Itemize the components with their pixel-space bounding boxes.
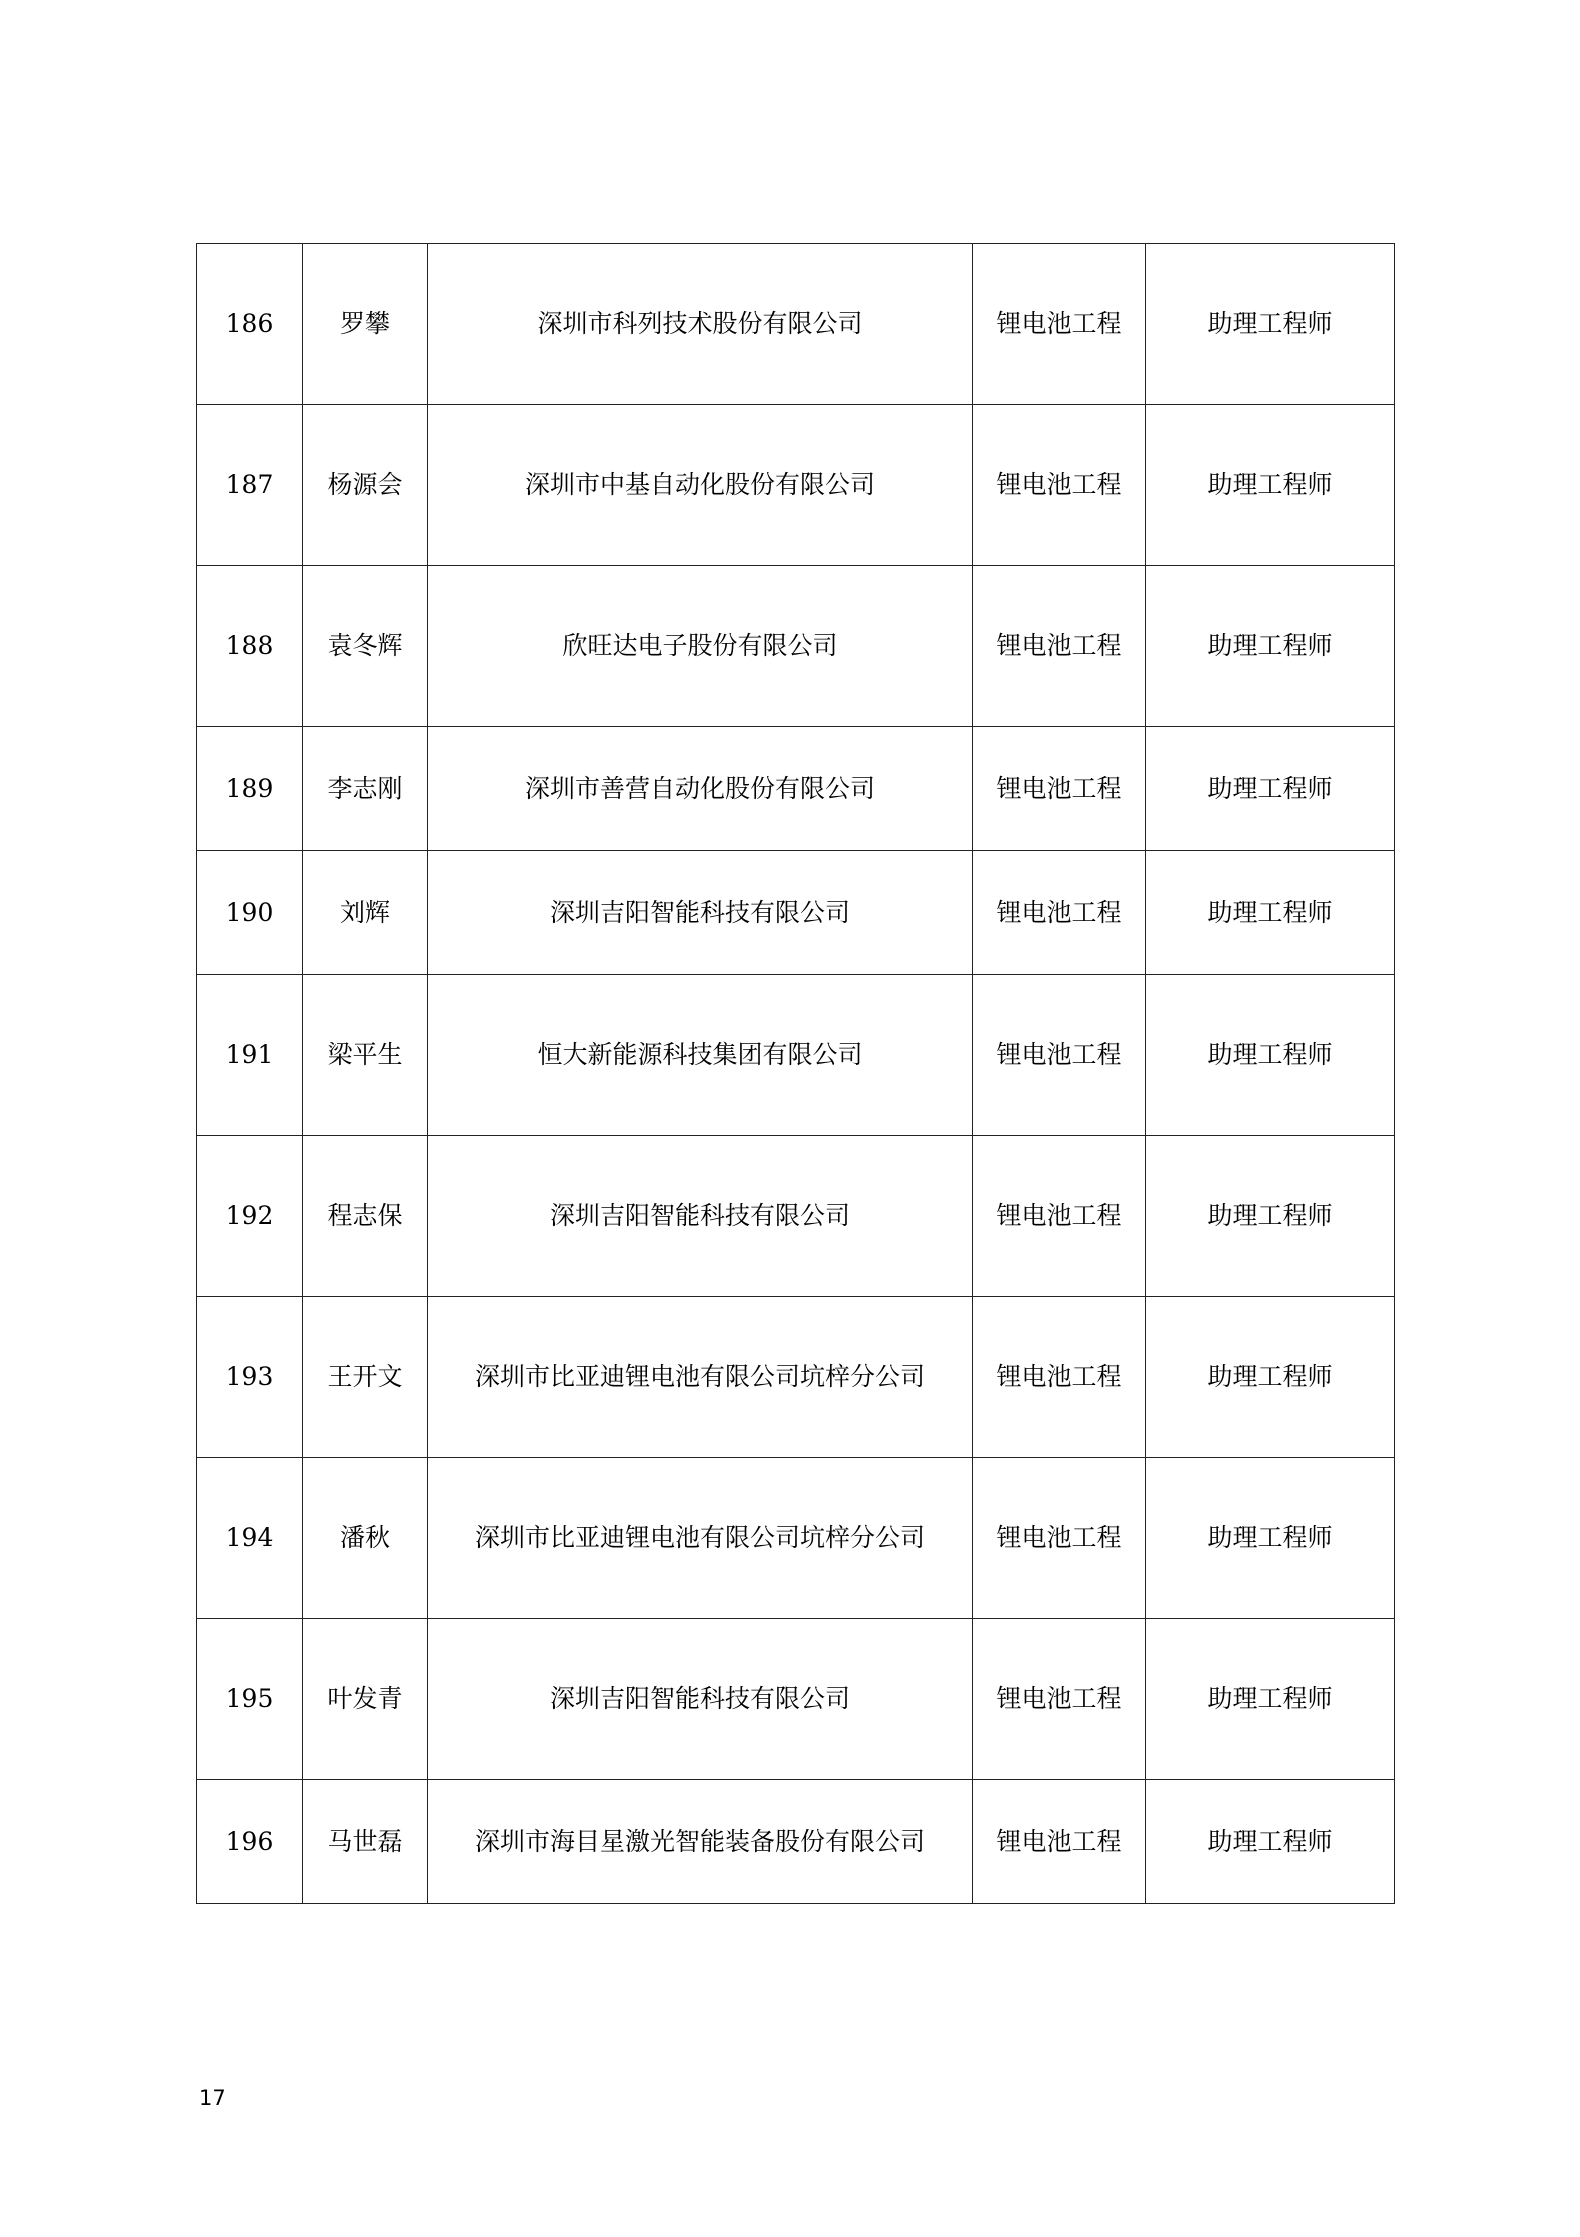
cell-name: 杨源会 [303,405,428,566]
cell-title: 助理工程师 [1146,244,1395,405]
cell-company: 深圳吉阳智能科技有限公司 [428,1619,973,1780]
cell-major: 锂电池工程 [973,1458,1146,1619]
cell-name: 叶发青 [303,1619,428,1780]
cell-number: 191 [197,975,303,1136]
cell-company: 深圳吉阳智能科技有限公司 [428,1136,973,1297]
table-row [197,1780,1395,1904]
cell-title: 助理工程师 [1146,405,1395,566]
cell-number: 190 [197,851,303,975]
cell-number: 186 [197,244,303,405]
cell-name: 罗攀 [303,244,428,405]
cell-company: 深圳市比亚迪锂电池有限公司坑梓分公司 [428,1458,973,1619]
cell-title: 助理工程师 [1146,1619,1395,1780]
cell-major: 锂电池工程 [973,1136,1146,1297]
cell-company: 深圳市海目星激光智能装备股份有限公司 [428,1780,973,1904]
table-row [197,1619,1395,1780]
table-row [197,1458,1395,1619]
cell-name: 马世磊 [303,1780,428,1904]
cell-name: 刘辉 [303,851,428,975]
cell-number: 187 [197,405,303,566]
cell-major: 锂电池工程 [973,975,1146,1136]
table-row [197,975,1395,1136]
cell-major: 锂电池工程 [973,1780,1146,1904]
cell-name: 潘秋 [303,1458,428,1619]
cell-company: 深圳吉阳智能科技有限公司 [428,851,973,975]
table-row [197,1136,1395,1297]
cell-number: 196 [197,1780,303,1904]
cell-number: 192 [197,1136,303,1297]
cell-company: 深圳市科列技术股份有限公司 [428,244,973,405]
cell-major: 锂电池工程 [973,244,1146,405]
cell-title: 助理工程师 [1146,1780,1395,1904]
cell-title: 助理工程师 [1146,975,1395,1136]
cell-major: 锂电池工程 [973,727,1146,851]
table-row [197,851,1395,975]
cell-company: 欣旺达电子股份有限公司 [428,566,973,727]
cell-title: 助理工程师 [1146,851,1395,975]
cell-number: 195 [197,1619,303,1780]
table-row [197,727,1395,851]
table-row [197,566,1395,727]
cell-major: 锂电池工程 [973,1619,1146,1780]
cell-title: 助理工程师 [1146,1136,1395,1297]
cell-name: 程志保 [303,1136,428,1297]
page-number: 17 [199,2086,226,2110]
cell-company: 深圳市善营自动化股份有限公司 [428,727,973,851]
cell-title: 助理工程师 [1146,1297,1395,1458]
cell-name: 袁冬辉 [303,566,428,727]
cell-number: 189 [197,727,303,851]
table-row [197,244,1395,405]
cell-title: 助理工程师 [1146,566,1395,727]
cell-company: 深圳市比亚迪锂电池有限公司坑梓分公司 [428,1297,973,1458]
cell-number: 194 [197,1458,303,1619]
cell-name: 李志刚 [303,727,428,851]
table-row [197,405,1395,566]
cell-major: 锂电池工程 [973,851,1146,975]
cell-title: 助理工程师 [1146,727,1395,851]
table-row [197,1297,1395,1458]
cell-name: 梁平生 [303,975,428,1136]
cell-number: 193 [197,1297,303,1458]
cell-major: 锂电池工程 [973,566,1146,727]
cell-major: 锂电池工程 [973,1297,1146,1458]
cell-company: 恒大新能源科技集团有限公司 [428,975,973,1136]
cell-major: 锂电池工程 [973,405,1146,566]
cell-number: 188 [197,566,303,727]
roster-table [196,243,1395,1904]
cell-company: 深圳市中基自动化股份有限公司 [428,405,973,566]
cell-title: 助理工程师 [1146,1458,1395,1619]
cell-name: 王开文 [303,1297,428,1458]
